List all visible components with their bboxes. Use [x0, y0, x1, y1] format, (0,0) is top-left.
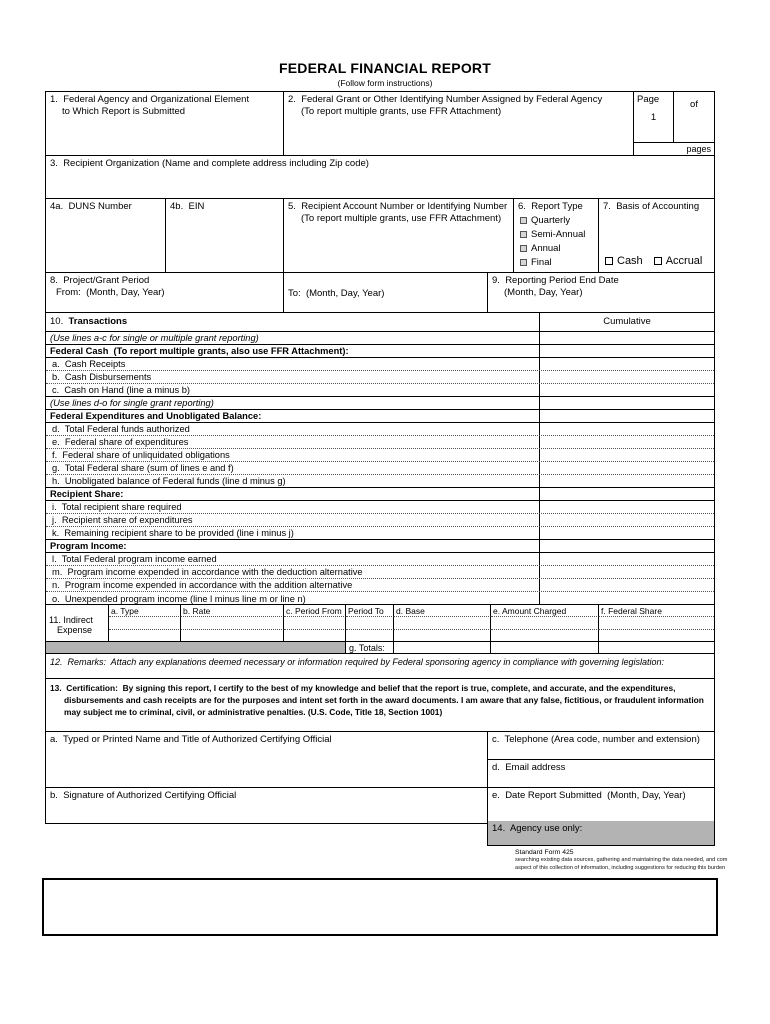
ie-header-period-from: c. Period From: [284, 605, 346, 617]
grant-number-label-line1: 2. Federal Grant or Other Identifying Number Assigned by Federal Agency: [288, 94, 603, 105]
transaction-row: [46, 449, 714, 462]
transaction-row: [46, 527, 714, 540]
standard-form-425-label: Standard Form 425: [515, 849, 574, 856]
date-report-submitted-label: e. Date Report Submitted (Month, Day, Year): [492, 790, 686, 801]
ie-cell-share-1[interactable]: [599, 617, 714, 630]
fine-print-line2: aspect of this collection of information, including suggestions for reducing this burden: [515, 864, 726, 871]
transaction-value-cell[interactable]: [540, 527, 714, 539]
reporting-period-end-label2: (Month, Day, Year): [504, 287, 583, 298]
ie-cell-period-from-2[interactable]: [284, 630, 346, 642]
accrual-checkbox-icon[interactable]: [654, 257, 662, 265]
transaction-row: [46, 371, 714, 384]
transaction-value-cell[interactable]: [540, 436, 714, 448]
form-title: FEDERAL FINANCIAL REPORT: [279, 60, 491, 76]
transaction-value-cell[interactable]: [540, 462, 714, 474]
certifying-official-name-field[interactable]: [46, 732, 488, 787]
transaction-row: [46, 436, 714, 449]
transaction-label: m. Program income expended in accordance with the deduction alternative: [46, 566, 540, 578]
transaction-row: [46, 553, 714, 566]
transaction-row: [46, 332, 714, 345]
transaction-label: b. Cash Disbursements: [46, 371, 540, 383]
recipient-organization-field[interactable]: [46, 156, 714, 198]
ein-label: 4b. EIN: [170, 201, 205, 212]
ie-header-federal-share: f. Federal Share: [599, 605, 714, 617]
transaction-label: e. Federal share of expenditures: [46, 436, 540, 448]
recipient-account-label-line2: (To report multiple grants, use FFR Attachment): [301, 213, 502, 224]
transaction-row: [46, 462, 714, 475]
report-type-field: [514, 199, 599, 272]
transaction-label: g. Total Federal share (sum of lines e and f): [46, 462, 540, 474]
transaction-value-cell[interactable]: [540, 358, 714, 370]
ie-cell-share-2[interactable]: [599, 630, 714, 642]
recipient-account-label-line1: 5. Recipient Account Number or Identifying Number: [288, 201, 508, 212]
transaction-label: i. Total recipient share required: [46, 501, 540, 513]
signature-label: b. Signature of Authorized Certifying Official: [50, 790, 237, 801]
ie-header-rate: b. Rate: [181, 605, 284, 617]
bottom-empty-box: [42, 878, 718, 936]
ie-totals-shaded-area: [46, 642, 346, 653]
ie-total-amount-charged[interactable]: [491, 642, 599, 653]
transaction-label: Federal Expenditures and Unobligated Balance:: [46, 410, 540, 422]
transaction-value-cell[interactable]: [540, 592, 714, 605]
duns-number-label: 4a. DUNS Number: [50, 201, 132, 212]
transaction-value-cell[interactable]: [540, 553, 714, 565]
report-type-option-annual[interactable]: [518, 242, 594, 255]
accrual-label: Accrual: [665, 255, 703, 267]
transaction-label: f. Federal share of unliquidated obligations: [46, 449, 540, 461]
certification-line1: 13. Certification: By signing this report, I certify to the best of my knowledge and belief that the report is true, complete, and accurate, and the expenditures,: [50, 683, 676, 693]
final-checkbox-icon[interactable]: [520, 259, 527, 266]
indirect-expense-row: [46, 605, 714, 654]
agency-use-only-field[interactable]: [487, 821, 715, 846]
federal-agency-label-line2: to Which Report is Submitted: [62, 106, 186, 117]
certifying-official-name-label: a. Typed or Printed Name and Title of Authorized Certifying Official: [50, 734, 332, 745]
ie-cell-period-from-1[interactable]: [284, 617, 346, 630]
transaction-value-cell[interactable]: [540, 449, 714, 461]
reporting-period-end-field[interactable]: [488, 273, 714, 312]
transaction-row: [46, 592, 714, 605]
transaction-row: [46, 488, 714, 501]
transaction-label: a. Cash Receipts: [46, 358, 540, 370]
project-period-to-label: To: (Month, Day, Year): [288, 288, 385, 299]
transaction-label: (Use lines a-c for single or multiple grant reporting): [46, 332, 540, 344]
transactions-number: 10.: [50, 316, 64, 327]
transaction-value-cell: [540, 397, 714, 409]
report-type-label: 6. Report Type: [518, 201, 583, 212]
indirect-expense-label-line2: Expense: [57, 625, 93, 635]
quarterly-checkbox-icon[interactable]: [520, 217, 527, 224]
project-period-to-field[interactable]: [284, 273, 488, 312]
certification-row: [46, 679, 714, 732]
basis-options: [603, 255, 710, 270]
ie-cell-type-2[interactable]: [109, 630, 181, 642]
transaction-label: k. Remaining recipient share to be provided (line i minus j): [46, 527, 540, 539]
cumulative-header: Cumulative: [603, 316, 651, 327]
transaction-label: l. Total Federal program income earned: [46, 553, 540, 565]
transaction-row: [46, 540, 714, 553]
ie-cell-period-to-2[interactable]: [346, 630, 394, 642]
ie-cell-amount-2[interactable]: [491, 630, 599, 642]
basis-of-accounting-label: 7. Basis of Accounting: [603, 201, 700, 212]
date-report-submitted-field[interactable]: [488, 788, 714, 823]
transaction-label: Recipient Share:: [46, 488, 540, 500]
semi-annual-checkbox-icon[interactable]: [520, 231, 527, 238]
indirect-expense-label: [46, 605, 109, 642]
right-column-cd: [488, 732, 714, 787]
recipient-account-field[interactable]: [284, 199, 514, 272]
remarks-field[interactable]: 12. Remarks: Attach any explanations deemed necessary or information required by Federal sponsoring agency in compliance with governing legislation:: [50, 657, 664, 667]
ie-cell-amount-1[interactable]: [491, 617, 599, 630]
transaction-label: (Use lines d-o for single grant reporting): [46, 397, 540, 409]
transaction-row: [46, 410, 714, 423]
transaction-value-cell[interactable]: [540, 579, 714, 591]
transaction-value-cell[interactable]: [540, 371, 714, 383]
cash-checkbox-icon[interactable]: [605, 257, 613, 265]
row-3: [46, 199, 714, 273]
page-right: [674, 92, 714, 142]
certification-line3: may subject me to criminal, civil, or administrative penalties. (U.S. Code, Title 18, Section 1001): [64, 707, 443, 717]
remarks-row: [46, 654, 714, 679]
email-field[interactable]: [488, 760, 714, 787]
ie-total-base[interactable]: [394, 642, 491, 653]
signature-field[interactable]: [46, 788, 488, 823]
transaction-value-cell[interactable]: [540, 475, 714, 487]
fine-print-line1: searching existing data sources, gathering and maintaining the data needed, and com: [515, 857, 728, 863]
ie-cell-period-to-1[interactable]: [346, 617, 394, 630]
ie-cell-type-1[interactable]: [109, 617, 181, 630]
of-label: of: [690, 99, 698, 110]
ffr-form: [45, 91, 715, 824]
project-period-label: 8. Project/Grant Period: [50, 275, 150, 286]
footnote: [515, 848, 770, 872]
indirect-expense-label-line1: 11. Indirect: [49, 615, 93, 625]
final-label: Final: [531, 257, 552, 268]
transactions-label: Transactions: [68, 316, 128, 327]
semi-annual-label: Semi-Annual: [531, 229, 586, 240]
transaction-value-cell: [540, 345, 714, 357]
transaction-row: [46, 475, 714, 488]
transactions-title: [46, 313, 540, 331]
transaction-value-cell[interactable]: [540, 501, 714, 513]
quarterly-label: Quarterly: [531, 215, 571, 226]
project-period-from-field[interactable]: [46, 273, 284, 312]
ie-total-federal-share[interactable]: [599, 642, 714, 653]
transaction-label: h. Unobligated balance of Federal funds (line d minus g): [46, 475, 540, 487]
transaction-row: [46, 397, 714, 410]
project-period-from-label: From: (Month, Day, Year): [56, 287, 165, 298]
transaction-label: n. Program income expended in accordance with the addition alternative: [46, 579, 540, 591]
report-type-option-semi-annual[interactable]: [518, 228, 594, 241]
transaction-row: [46, 579, 714, 592]
telephone-field[interactable]: [488, 732, 714, 760]
ie-cell-base-1[interactable]: [394, 617, 491, 630]
annual-label: Annual: [531, 243, 561, 254]
row-1: [46, 92, 714, 156]
transaction-value-cell: [540, 332, 714, 344]
transaction-value-cell: [540, 540, 714, 552]
telephone-label: c. Telephone (Area code, number and extension): [492, 734, 700, 745]
grant-number-field[interactable]: [284, 92, 634, 155]
page-number[interactable]: 1: [650, 112, 657, 123]
ie-header-base: d. Base: [394, 605, 491, 617]
ein-field[interactable]: [166, 199, 284, 272]
transaction-label: d. Total Federal funds authorized: [46, 423, 540, 435]
certification-text: [46, 679, 714, 731]
ie-cell-base-2[interactable]: [394, 630, 491, 642]
row-signature-date: [46, 788, 714, 823]
certification-line2: disbursements and cash receipts are for the purposes and intent set forth in the award documents. I am aware that any false, fictitious, or fraudulent information: [64, 695, 704, 705]
transaction-row: [46, 423, 714, 436]
transaction-label: j. Recipient share of expenditures: [46, 514, 540, 526]
row-4: [46, 273, 714, 313]
recipient-organization-label: 3. Recipient Organization (Name and complete address including Zip code): [50, 158, 369, 169]
page-cell: [634, 92, 714, 155]
cash-label: Cash: [617, 255, 643, 267]
federal-agency-label-line1: 1. Federal Agency and Organizational Element: [50, 94, 250, 105]
ie-cell-rate-2[interactable]: [181, 630, 284, 642]
page-left: [634, 92, 674, 142]
grant-number-label-line2: (To report multiple grants, use FFR Attachment): [301, 106, 502, 117]
pages-label: pages: [634, 142, 714, 155]
transaction-label: o. Unexpended program income (line l minus line m or line n): [46, 592, 540, 605]
page-top: [634, 92, 714, 142]
transaction-value-cell: [540, 410, 714, 422]
page-label: Page: [637, 94, 660, 105]
ie-header-amount-charged: e. Amount Charged: [491, 605, 599, 617]
transactions-header-row: [46, 313, 714, 332]
basis-of-accounting-field: [599, 199, 714, 272]
transactions-body: [46, 332, 714, 605]
annual-checkbox-icon[interactable]: [520, 245, 527, 252]
agency-use-only-label: 14. Agency use only:: [492, 823, 583, 834]
transaction-row: [46, 384, 714, 397]
indirect-expense-table: [46, 605, 714, 654]
transaction-value-cell[interactable]: [540, 384, 714, 396]
transaction-value-cell[interactable]: [540, 423, 714, 435]
transaction-row: [46, 514, 714, 527]
transaction-row: [46, 566, 714, 579]
duns-number-field[interactable]: [46, 199, 166, 272]
form-subtitle: (Follow form instructions): [337, 78, 433, 88]
transaction-label: Federal Cash (To report multiple grants, also use FFR Attachment):: [46, 345, 540, 357]
transaction-row: [46, 501, 714, 514]
transaction-label: Program Income:: [46, 540, 540, 552]
transaction-value-cell: [540, 488, 714, 500]
transaction-value-cell[interactable]: [540, 514, 714, 526]
transaction-row: [46, 345, 714, 358]
report-type-option-final[interactable]: [518, 256, 594, 269]
email-label: d. Email address: [492, 761, 566, 773]
federal-agency-field[interactable]: [46, 92, 284, 155]
ie-cell-rate-1[interactable]: [181, 617, 284, 630]
row-2: [46, 156, 714, 199]
ie-totals-label: g. Totals:: [346, 642, 394, 653]
row-name-telephone: [46, 732, 714, 788]
report-type-option-quarterly[interactable]: [518, 214, 594, 227]
transaction-label: c. Cash on Hand (line a minus b): [46, 384, 540, 396]
transaction-value-cell[interactable]: [540, 566, 714, 578]
reporting-period-end-label: 9. Reporting Period End Date: [492, 275, 619, 286]
transaction-row: [46, 358, 714, 371]
ie-header-period-to: Period To: [346, 605, 394, 617]
ie-header-type: a. Type: [109, 605, 181, 617]
